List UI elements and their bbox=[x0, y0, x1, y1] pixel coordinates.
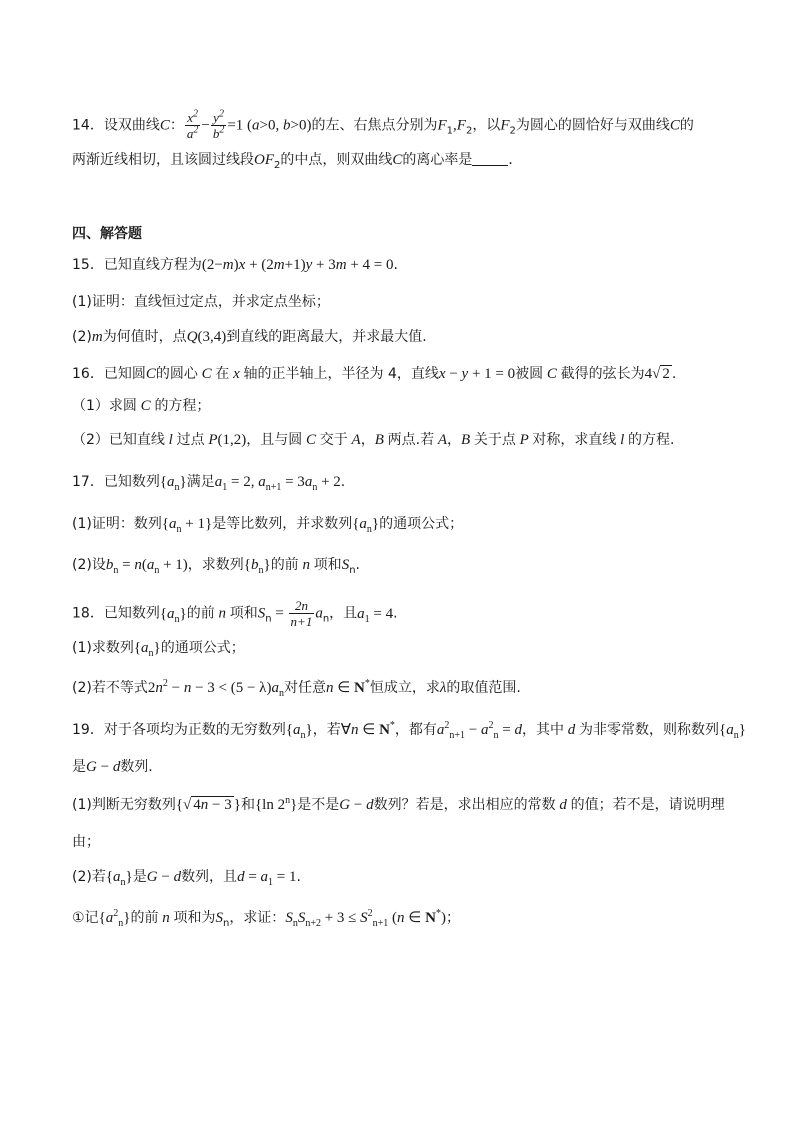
q14-text-7: 的中点，则双曲线 bbox=[280, 152, 393, 168]
q19-part1: (1)判断无穷数列{√ 4n − 3 }和{ln 2$^n$}是不是G − d数列？若是，求出相应的常数 d 的值；若不是，请说明理 bbox=[72, 795, 725, 813]
q15-part1: (1)证明：直线恒过定点，并求定点坐标； bbox=[72, 294, 330, 310]
q14-text-3: ，以 bbox=[472, 117, 501, 134]
q17-line1: 17．已知数列$\{a_n\}$满足$a_1 = 2$, $a_{n+1} = 3a_n + 2$. bbox=[72, 474, 346, 493]
q18-frac: $\frac{2n}{n+1}$ bbox=[290, 598, 313, 629]
q14-text-6: 两渐近线相切，且该圆过线段 bbox=[72, 152, 254, 168]
q14-text-8: 的离心率是 bbox=[402, 152, 473, 168]
section-heading: 四、解答题 bbox=[72, 226, 142, 242]
q18-line1: 18．已知数列$\{a_n\}$的前 n 项和$S_n$ = $\frac{2n}{n+1}$ $a_n$，且$a_1 = 4$. bbox=[72, 598, 398, 629]
q19-line2: 是G − d数列. bbox=[72, 759, 153, 775]
q14-text-5: 的 bbox=[679, 117, 694, 134]
q14-text-2: 的左、右焦点分别为 bbox=[311, 117, 438, 134]
q15-part2: (2)m为何值时，点Q(3,4)到直线的距离最大，并求最大值. bbox=[72, 329, 427, 345]
q17-part1: (1)证明：数列$\{a_n + 1\}$是等比数列，并求数列$\{a_n\}$的通项公式； bbox=[72, 516, 464, 535]
q14-text-4: 为圆心的圆恰好与双曲线 bbox=[515, 117, 670, 134]
q19-part2: (2)若$\{a_n\}$是G − d数列，且$d = a_1 = 1$. bbox=[72, 869, 301, 888]
q17-number: 17． bbox=[72, 474, 104, 490]
q14-number: 14． bbox=[72, 117, 104, 134]
q16-part2: （2）已知直线 l 过点 P(1,2)，且与圆 C 交于 A，B 两点.若 A，B 关于点 P 对称，求直线 l 的方程. bbox=[72, 432, 675, 448]
q19-line1: 19．对于各项均为正数的无穷数列$\{a_n\}$，若∀n ∈ N*，都有$a^2_{n+1} - a^2_n = d$，其中 d 为非零常数，则称数列$\{a_n\}$ bbox=[72, 720, 746, 741]
q19-part1-cont: 由； bbox=[72, 834, 100, 850]
q14-frac-y: $\frac{y^2}{b^2}$ bbox=[212, 108, 225, 141]
q18-part2: (2)若不等式$2n^2 - n - 3 < (5 - \lambda)a_n$对任意n ∈ N*恒成立，求λ的取值范围. bbox=[72, 678, 521, 699]
q17-part2: (2)设$b_n = n(a_n + 1)$，求数列$\{b_n\}$的前 n 项和$S_n$. bbox=[72, 557, 360, 576]
q14-frac-x: $\frac{x^2}{a^2}$ bbox=[186, 108, 199, 141]
q19-number: 19． bbox=[72, 722, 104, 738]
answer-blank bbox=[472, 151, 508, 166]
q14-line2: 两渐近线相切，且该圆过线段$OF_2$的中点，则双曲线C的离心率是 ． bbox=[72, 152, 523, 171]
q14-text-9: ． bbox=[508, 152, 523, 168]
q15-number: 15． bbox=[72, 257, 104, 273]
q18-part1: (1)求数列$\{a_n\}$的通项公式； bbox=[72, 640, 245, 659]
q14-text-1: 设双曲线 bbox=[103, 117, 160, 134]
q18-number: 18． bbox=[72, 605, 104, 622]
q16-line1: 16．已知圆C的圆心 C 在 x 轴的正半轴上，半径为 4，直线x − y + 1 = 0被圆 C 截得的弦长为4√ 2 . bbox=[72, 366, 677, 382]
q15-line1: 15．已知直线方程为(2−m)x + (2m+1)y + 3m + 4 = 0. bbox=[72, 257, 398, 273]
q15-text-1: 已知直线方程为 bbox=[103, 257, 202, 273]
q16-part1: （1）求圆 C 的方程； bbox=[72, 398, 211, 414]
q16-number: 16． bbox=[72, 366, 104, 382]
q19-part2-sub1: ①记$\{a^2_n\}$的前 n 项和为$S_n$，求证：$S_nS_{n+2} + 3 \le S^2_{n+1}$ (n ∈ N*)； bbox=[72, 908, 460, 929]
q14-line1: 14．设双曲线C： $\frac{x^2}{a^2}$ − $\frac{y^2}{b^2}$ =1 (a>0, b>0)的左、右焦点分别为$F_1,F_2$，以$F_2$为圆心的圆恰好与双曲线C的 bbox=[72, 108, 694, 141]
